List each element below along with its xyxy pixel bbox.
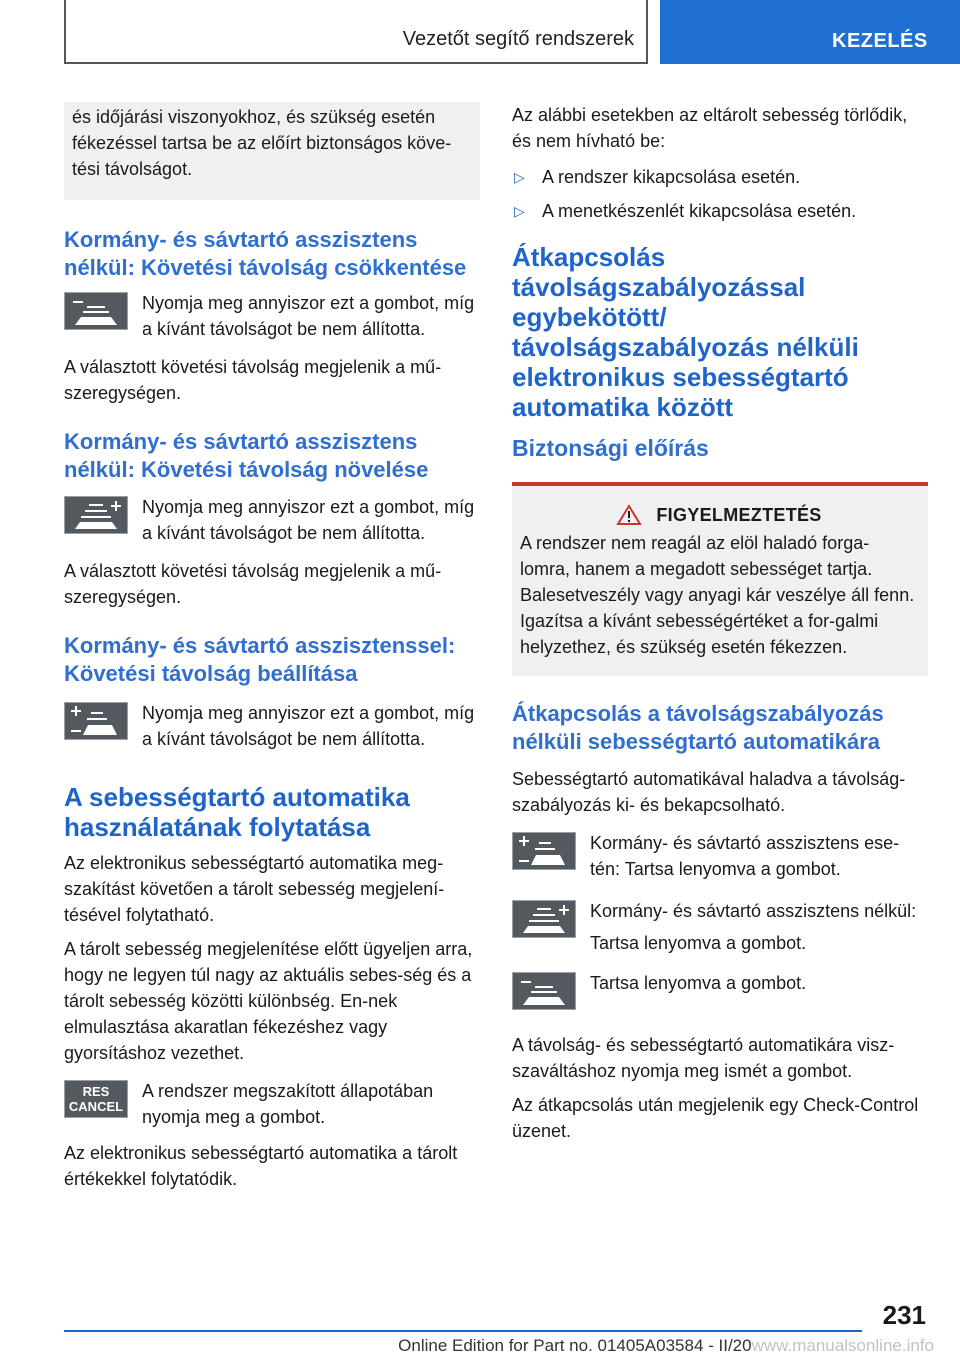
distance-set-button-icon bbox=[512, 832, 576, 870]
decrease-distance-info: A választott követési távolság megjelenik a mű-szeregységen. bbox=[64, 357, 442, 403]
decrease-distance-text: Nyomja meg annyiszor ezt a gombot, míg a kívánt távolságot be nem állította. bbox=[142, 293, 475, 339]
distance-decrease-button-icon bbox=[512, 972, 576, 1010]
res-cancel-row bbox=[64, 1078, 480, 1130]
chapter-title: Vezetőt segítő rendszerek bbox=[402, 28, 634, 50]
set-distance-row bbox=[64, 700, 480, 752]
heading-set-distance: Kormány- és sávtartó asszisztenssel: Követési távolság beállítása bbox=[64, 633, 456, 686]
switch-with-assist-row bbox=[512, 830, 928, 882]
intro-note: és időjárási viszonyokhoz, és szükség esetén fékezéssel tartsa be az előírt biztonságos köve-tési távolságot. bbox=[64, 102, 480, 200]
warning-header bbox=[520, 504, 918, 526]
decrease-distance-row bbox=[64, 290, 480, 342]
heading-safety: Biztonsági előírás bbox=[512, 435, 709, 461]
distance-increase-button-icon bbox=[64, 496, 128, 534]
footer-edition-line bbox=[398, 1336, 934, 1356]
warning-box bbox=[512, 482, 928, 676]
heading-switching: Átkapcsolás távolságszabályozással egybekötött/ távolságszabályozás nélküli elektronikus sebességtartó automatika között bbox=[512, 242, 859, 422]
list-item: ▷ A rendszer kikapcsolása esetén. bbox=[512, 164, 928, 190]
heading-increase-distance: Kormány- és sávtartó asszisztens nélkül: Követési távolság növelése bbox=[64, 429, 429, 482]
watermark: www.manualsonline.info bbox=[751, 1336, 934, 1355]
switch-with-assist-text: Kormány- és sávtartó asszisztens ese-tén: Tartsa lenyomva a gombot. bbox=[590, 833, 900, 879]
resume-info-3: Az elektronikus sebességtartó automatika a tárolt értékekkel folytatódik. bbox=[64, 1143, 458, 1189]
warning-triangle-icon bbox=[616, 504, 642, 526]
heading-decrease-distance: Kormány- és sávtartó asszisztens nélkül: Követési távolság csökkentése bbox=[64, 227, 467, 280]
right-column bbox=[512, 102, 928, 1144]
resume-info-1: Az elektronikus sebességtartó automatika meg-szakítást követően a tárolt sebesség megjelení-tésével folytatható. bbox=[64, 853, 445, 925]
deletion-intro: Az alábbi esetekben az eltárolt sebesség törlődik, és nem hívható be: bbox=[512, 105, 908, 151]
switch-without-assist-row bbox=[512, 898, 928, 956]
res-label: RES bbox=[82, 1084, 110, 1099]
page-number: 231 bbox=[882, 1300, 926, 1330]
switch-hold-text: Tartsa lenyomva a gombot. bbox=[590, 973, 807, 993]
triangle-bullet-icon: ▷ bbox=[514, 203, 525, 219]
set-distance-text: Nyomja meg annyiszor ezt a gombot, míg a kívánt távolságot be nem állította. bbox=[142, 703, 475, 749]
page-header bbox=[0, 0, 960, 66]
left-column bbox=[64, 102, 480, 1192]
section-label: KEZELÉS bbox=[832, 30, 928, 52]
increase-distance-row bbox=[64, 494, 480, 546]
switch-without-assist-text: Kormány- és sávtartó asszisztens nélkül: Tartsa lenyomva a gombot. bbox=[590, 901, 917, 953]
edition-text: Online Edition for Part no. 01405A03584 - II/20 bbox=[398, 1336, 752, 1355]
increase-distance-text: Nyomja meg annyiszor ezt a gombot, míg a kívánt távolságot be nem állította. bbox=[142, 497, 475, 543]
res-cancel-text: A rendszer megszakított állapotában nyomja meg a gombot. bbox=[142, 1081, 434, 1127]
heading-resume-cruise: A sebességtartó automatika használatának folytatása bbox=[64, 782, 410, 842]
warning-text: A rendszer nem reagál az elöl haladó forga-lomra, hanem a megadott sebességet tartja. Balesetveszély vagy anyagi kár veszélye áll fenn. Igazítsa a kívánt sebességértéket a for-galmi helyzethez, és szükség esetén fékezzen. bbox=[520, 533, 915, 657]
distance-decrease-button-icon bbox=[64, 292, 128, 330]
switch-info: Sebességtartó automatikával haladva a távolság-szabályozás ki- és bekapcsolható. bbox=[512, 769, 906, 815]
header-box bbox=[64, 0, 648, 64]
warning-title: FIGYELMEZTETÉS bbox=[656, 504, 822, 525]
footer-divider bbox=[64, 1330, 862, 1332]
cancel-label: CANCEL bbox=[68, 1099, 124, 1114]
res-cancel-button-icon bbox=[64, 1080, 128, 1118]
triangle-bullet-icon: ▷ bbox=[514, 169, 525, 185]
deletion-list bbox=[512, 164, 928, 224]
distance-increase-button-icon bbox=[512, 900, 576, 938]
switch-back-info: A távolság- és sebességtartó automatikára visz-szaváltáshoz nyomja meg ismét a gombot. bbox=[512, 1035, 895, 1081]
switch-hold-row bbox=[512, 970, 928, 1010]
resume-info-2: A tárolt sebesség megjelenítése előtt ügyeljen arra, hogy ne legyen túl nagy az aktuális sebes-ség és a tárolt sebesség közötti különbség. En-nek elmulasztása akaratlan fékezéshez vagy gyorsításhoz vezethet. bbox=[64, 939, 473, 1063]
distance-set-button-icon bbox=[64, 702, 128, 740]
section-tab bbox=[660, 0, 960, 64]
list-item: ▷ A menetkészenlét kikapcsolása esetén. bbox=[512, 198, 928, 224]
heading-switch-to-cruise: Átkapcsolás a távolságszabályozás nélküli sebességtartó automatikára bbox=[512, 701, 884, 754]
check-control-info: Az átkapcsolás után megjelenik egy Check-Control üzenet. bbox=[512, 1095, 919, 1141]
increase-distance-info: A választott követési távolság megjelenik a mű-szeregységen. bbox=[64, 561, 442, 607]
